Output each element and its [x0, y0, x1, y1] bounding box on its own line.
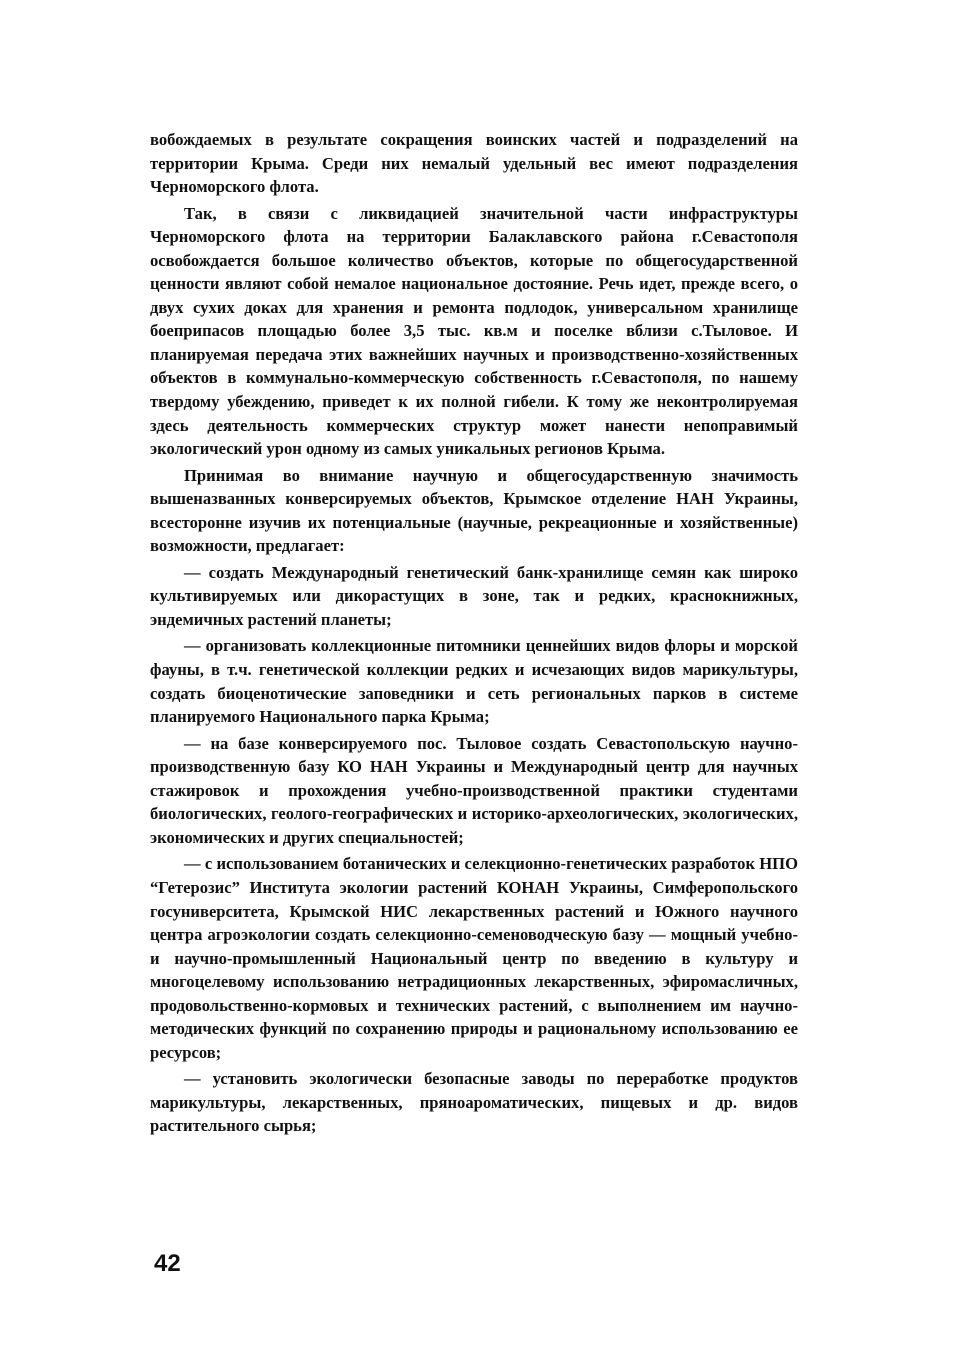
- list-item-breeding-center: — с использованием ботанических и селекционно-генетических разработок НПО “Гетерозис” Института экологии растений КОНАН Украины, Симферопольского госуниверситета, Крымской НИС лекарственных растений и Южного научного центра агроэкологии создать селекционно-семеноводческую базу — мощный учебно- и научно-промышленный Национальный центр по введению в культуру и многоцелевому использованию нетрадиционных лекарственных, эфиромасличных, продовольственно-кормовых и технических растений, с выполнением им научно-методических функций по сохранению природы и рациональному использованию ее ресурсов;: [150, 854, 798, 1062]
- page-number: 42: [154, 1250, 181, 1277]
- paragraph-proposal-intro: Принимая во внимание научную и общегосударственную значимость вышеназванных конверсируемых объектов, Крымское отделение НАН Украины, всесторонне изучив их потенциальные (научные, рекреационные и хозяйственные) возможности, предлагает:: [150, 465, 798, 556]
- paragraph-continuation: вобождаемых в результате сокращения воинских частей и подразделений на территории Крыма. Среди них немалый удельный вес имеют подразделения Черноморского флота.: [150, 130, 798, 197]
- body-text: [150, 128, 798, 1141]
- list-item-nurseries: — организовать коллекционные питомники ценнейших видов флоры и морской фауны, в т.ч. генетической коллекции редких и исчезающих видов марикультуры, создать биоценотические заповедники и сеть региональных парков в системе планируемого Национального парка Крыма;: [150, 636, 798, 727]
- paragraph-infrastructure: Так, в связи с ликвидацией значительной части инфраструктуры Черноморского флота на территории Балаклавского района г.Севастополя освобождается большое количество объектов, которые по общегосударственной ценности являют собой немалое национальное достояние. Речь идет, прежде всего, о двух сухих доках для хранения и ремонта подлодок, универсальном хранилище боеприпасов площадью более 3,5 тыс. кв.м и поселке вблизи с.Тыловое. И планируемая передача этих важнейших научных и производственно-хозяйственных объектов в коммунально-коммерческую собственность г.Севастополя, по нашему твердому убеждению, приведет к их полной гибели. К тому же неконтролируемая здесь деятельность коммерческих структур может нанести непоправимый экологический урон одному из самых уникальных регионов Крыма.: [150, 203, 798, 459]
- list-item-seed-bank: — создать Международный генетический банк-хранилище семян как широко культивируемых или дикорастущих в зоне, так и редких, краснокнижных, эндемичных растений планеты;: [150, 562, 798, 629]
- list-item-processing-plants: — установить экологически безопасные заводы по переработке продуктов марикультуры, лекарственных, пряноароматических, пищевых и др. видов растительного сырья;: [150, 1069, 798, 1136]
- list-item-research-base: — на базе конверсируемого пос. Тыловое создать Севастопольскую научно-производственную базу КО НАН Украины и Международный центр для научных стажировок и прохождения учебно-производственной практики студентами биологических, геолого-географических и историко-археологических, экологических, экономических и других специальностей;: [150, 733, 798, 847]
